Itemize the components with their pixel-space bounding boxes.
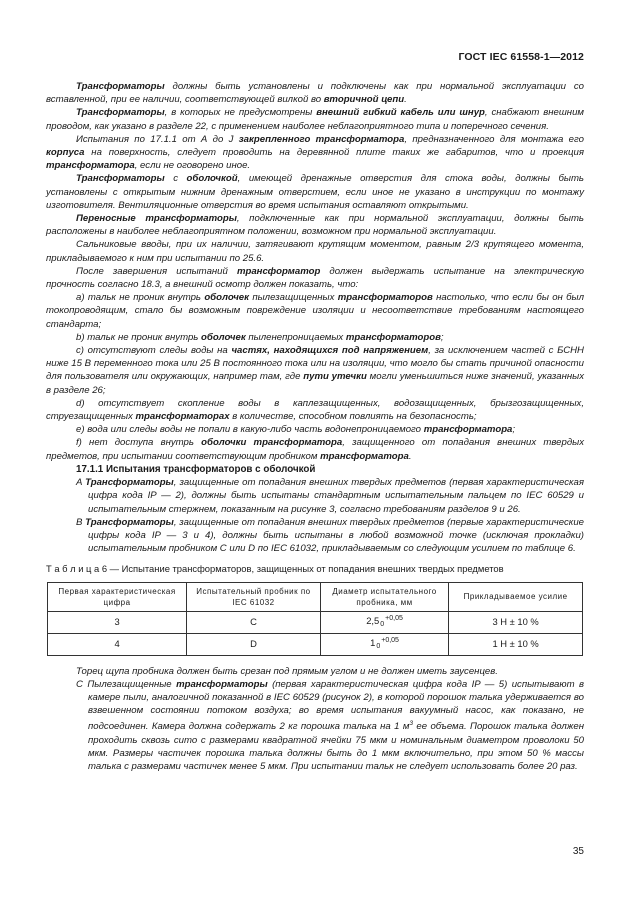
cell-diameter: $2,5_0^{+0,05}$ (320, 611, 448, 633)
paragraph-after-tests: После завершения испытаний трансформатор должен выдержать испытание на электрическую прочность согласно 18.3, а внешний осмотр должен показать, что: (46, 265, 584, 291)
paragraph-external-wire: Трансформаторы, в которых не предусмотрены внешний гибкий кабель или шнур, снабжают внешним проводом, как указано в разделе 22, с применением наиболее неблагоприятного типа и поперечного сечения. (46, 107, 584, 132)
page-number: 35 (572, 846, 584, 857)
clause-a: A Трансформаторы, защищенные от попадания внешних твердых предметов (первая характеристическая цифра кода IP — 2), должны быть испытаны стандартным испытательным пальцем по IEC 60529 и испытательным стержнем, показанным на рисунке 3, согласно требованиям разделов 9 и 26. (76, 477, 584, 515)
table-row (48, 611, 583, 633)
tolerance-lower: 0 (376, 643, 381, 651)
page-content (46, 80, 584, 773)
cell-force: 3 Н ± 10 % (449, 611, 583, 633)
cell-digit: 3 (48, 611, 187, 633)
paragraph-glands: Сальниковые вводы, при их наличии, затягивают крутящим моментом, равным 2/3 крутящего момента, прикладываемого к ним при испытании по 25.6. (46, 239, 584, 264)
tolerance-upper: +0,05 (385, 615, 403, 623)
list-item-f: f) нет доступа внутрь оболочки трансформатора, защищенного от попадания внешних твердых предметов, при испытании соответствующим пробником трансформатора. (46, 437, 585, 462)
document-header: ГОСТ IEC 61558-1—2012 (458, 51, 584, 63)
cell-probe: C (187, 611, 321, 633)
paragraph-wooden-board: Испытания по 17.1.1 от А до J закрепленного трансформатора, предназначенного для монтажа его корпуса на поверхность, следует проводить на деревянной плите таких же габаритов, что и проекция трансформатора, если не оговорено иное. (46, 133, 584, 172)
paragraph-probe-end: Торец щупа пробника должен быть срезан под прямым углом и не должен иметь заусенцев. (76, 665, 498, 677)
header-diameter: Диаметр испытательного пробника, мм (320, 582, 448, 611)
clause-c: C Пылезащищенные трансформаторы (первая характеристическая цифра кода IP — 5) испытывают в камере пыли, аналогичной показанной в IEC 60529 (рисунок 2), в которой порошок талька удерживается во взвешенном состоянии потоком воздуха; во время испытания вакуумный насос, как показано, не подсоединен. Камера должна содержать 2 кг порошка талька на 1 $м^3$ ее объема. Порошок талька должен проходить сквозь сито с размерами квадратной ячейки 75 мкм и номинальным диаметром проволоки 50 мкм. Размеры частичек порошка талька должны быть до 1 мкм включительно, при этом 50 % массы талька с размерами частичек менее 5 мкм. При испытании тальк не следует использовать более 20 раз. (76, 678, 585, 773)
table-row (48, 633, 583, 655)
cell-probe: D (187, 633, 321, 655)
cell-force: 1 Н ± 10 % (449, 633, 583, 655)
list-item-b: b) тальк не проник внутрь оболочек пыленепроницаемых трансформаторов; (76, 331, 444, 343)
list-item-d: d) отсутствует скопление воды в каплезащищенных, водозащищенных, брызгозащищенных, струезащищенных трансформаторах в количестве, способном повлиять на безопасность; (46, 397, 584, 423)
header-probe: Испытательный пробник по IEC 61032 (187, 582, 321, 611)
cell-diameter: $1_0^{+0,05}$ (320, 633, 448, 655)
list-item-a: а) тальк не проник внутрь оболочек пылезащищенных трансформаторов настолько, что если бы он был токопроводящим, стало бы возможным повреждение изоляции и несоответствие требованиям настоящего стандарта; (46, 292, 585, 330)
paragraph-drain-holes: Трансформаторы с оболочкой, имеющей дренажные отверстия для стока воды, должны быть установлены с открытым нижним дренажным отверстием, если иное не указано в инструкции по монтажу изготовителя. Вентиляционные отверстия во время испытания оставляют открытыми. (46, 173, 584, 211)
section-heading: 17.1.1 Испытания трансформаторов с оболочкой (76, 463, 316, 475)
paragraph-portable: Переносные трансформаторы, подключенные как при нормальной эксплуатации, должны быть расположены в наиболее неблагоприятном положении, возможном при нормальной эксплуатации. (46, 213, 584, 238)
header-force: Прикладываемое усилие (449, 582, 583, 611)
cell-digit: 4 (48, 633, 187, 655)
table-header-row (48, 582, 583, 611)
table-caption: Т а б л и ц а 6 — Испытание трансформаторов, защищенных от попадания внешних твердых предметов (46, 563, 504, 575)
clause-b: B Трансформаторы, защищенные от попадания внешних твердых предметов (первые характеристические цифры кода IP — 3 и 4), должны быть испытаны в любой возможной точке (исключая прокладки) испытательным пробником C или D по IEC 61032, прикладываемым со следующим усилием по таблице 6. (76, 516, 584, 555)
tolerance-lower: 0 (380, 621, 385, 629)
header-first-digit: Первая характеристическая цифра (48, 582, 187, 611)
table-6 (47, 582, 583, 656)
list-item-e: e) вода или следы воды не попали в какую-либо часть водонепроницаемого трансформатора; (76, 424, 516, 436)
paragraph-installation: Трансформаторы должны быть установлены и подключены как при нормальной эксплуатации со вставленной, при ее наличии, соответствующей вилкой во вторичной цепи. (46, 81, 584, 106)
list-item-c: c) отсутствуют следы воды на частях, находящихся под напряжением, за исключением частей с БСНН ниже 15 В переменного тока или 25 В постоянного тока или на изоляции, что могло бы стать причиной опасности для пользователя или окружающих, например там, где пути утечки могли уменьшиться ниже значений, указанных в разделе 26; (46, 345, 585, 396)
tolerance-upper: +0,05 (381, 637, 399, 645)
